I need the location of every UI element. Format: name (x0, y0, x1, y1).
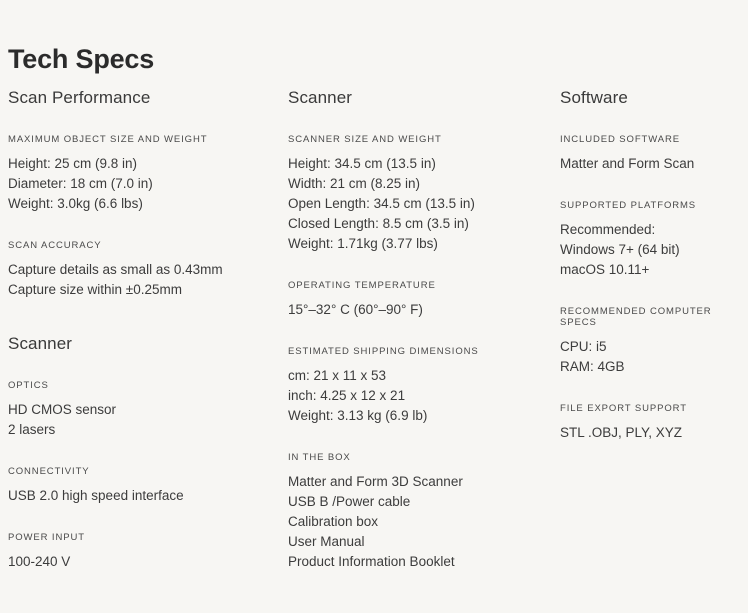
spec-group-values (560, 154, 738, 174)
column-scan-performance (0, 88, 280, 598)
section-heading: Scanner (8, 334, 73, 353)
spec-group-values (560, 220, 738, 280)
spec-group (560, 306, 738, 377)
spec-line: STL .OBJ, PLY, XYZ (560, 425, 683, 440)
spec-line: HD CMOS sensor (8, 402, 117, 417)
spec-group-label: INCLUDED SOFTWARE (560, 134, 680, 145)
spec-group-values (8, 154, 268, 214)
spec-group-values (288, 366, 548, 426)
spec-group-label: OPERATING TEMPERATURE (288, 280, 436, 291)
spec-line: RAM: 4GB (560, 359, 625, 374)
column-scanner (280, 88, 560, 598)
spec-line: USB B /Power cable (288, 494, 411, 509)
spec-line: 100-240 V (8, 554, 71, 569)
spec-group (8, 240, 268, 300)
spec-group-values (8, 400, 268, 440)
spec-group-label: POWER INPUT (8, 532, 85, 543)
spec-group-values (560, 337, 738, 377)
section-heading: Scanner (288, 88, 353, 107)
spec-line: cm: 21 x 11 x 53 (288, 368, 387, 383)
spec-line: Product Information Booklet (288, 554, 455, 569)
spec-group (560, 134, 738, 174)
spec-group (8, 466, 268, 506)
spec-line: Capture size within ±0.25mm (8, 282, 182, 297)
spec-line: CPU: i5 (560, 339, 607, 354)
spec-group (8, 380, 268, 440)
spec-group-label: SCAN ACCURACY (8, 240, 102, 251)
spec-group-label: SUPPORTED PLATFORMS (560, 200, 697, 211)
spec-line: Weight: 1.71kg (3.77 lbs) (288, 236, 438, 251)
spec-group-values (8, 552, 268, 572)
spec-group (560, 200, 738, 280)
spec-group (288, 346, 548, 426)
spec-group-label: FILE EXPORT SUPPORT (560, 403, 687, 414)
spec-line: Matter and Form 3D Scanner (288, 474, 463, 489)
spec-line: Closed Length: 8.5 cm (3.5 in) (288, 216, 469, 231)
spec-line: Windows 7+ (64 bit) (560, 242, 680, 257)
spec-line: Calibration box (288, 514, 379, 529)
spec-line: User Manual (288, 534, 365, 549)
spec-line: Recommended: (560, 222, 656, 237)
spec-line: Capture details as small as 0.43mm (8, 262, 223, 277)
spec-line: 15°–32° C (60°–90° F) (288, 302, 423, 317)
spec-group-label: IN THE BOX (288, 452, 351, 463)
column-software (560, 88, 750, 469)
spec-line: Weight: 3.0kg (6.6 lbs) (8, 196, 143, 211)
spec-line: macOS 10.11+ (560, 262, 650, 277)
spec-group (8, 134, 268, 214)
spec-group-label: RECOMMENDED COMPUTER SPECS (560, 306, 712, 328)
spec-line: Height: 34.5 cm (13.5 in) (288, 156, 436, 171)
page-title: Tech Specs (8, 44, 155, 75)
spec-line: Diameter: 18 cm (7.0 in) (8, 176, 153, 191)
spec-group-values (288, 300, 548, 320)
spec-group-values (560, 423, 738, 443)
spec-line: Matter and Form Scan (560, 156, 695, 171)
spec-group-label: CONNECTIVITY (8, 466, 90, 477)
section-heading: Software (560, 88, 628, 107)
spec-line: 2 lasers (8, 422, 56, 437)
spec-group (288, 280, 548, 320)
spec-group-label: SCANNER SIZE AND WEIGHT (288, 134, 442, 145)
spec-line: USB 2.0 high speed interface (8, 488, 184, 503)
spec-group (8, 532, 268, 572)
spec-line: Weight: 3.13 kg (6.9 lb) (288, 408, 428, 423)
spec-group-values (8, 486, 268, 506)
spec-line: Height: 25 cm (9.8 in) (8, 156, 138, 171)
specs-columns (0, 88, 750, 598)
spec-group-values (288, 154, 548, 254)
spec-line: Width: 21 cm (8.25 in) (288, 176, 421, 191)
spec-group (560, 403, 738, 443)
section-heading: Scan Performance (8, 88, 151, 107)
spec-line: inch: 4.25 x 12 x 21 (288, 388, 406, 403)
spec-group-values (288, 472, 548, 572)
spec-group-label: ESTIMATED SHIPPING DIMENSIONS (288, 346, 479, 357)
spec-group (288, 452, 548, 572)
spec-group-label: MAXIMUM OBJECT SIZE AND WEIGHT (8, 134, 208, 145)
spec-line: Open Length: 34.5 cm (13.5 in) (288, 196, 475, 211)
spec-group (288, 134, 548, 254)
spec-group-label: OPTICS (8, 380, 49, 391)
spec-group-values (8, 260, 268, 300)
